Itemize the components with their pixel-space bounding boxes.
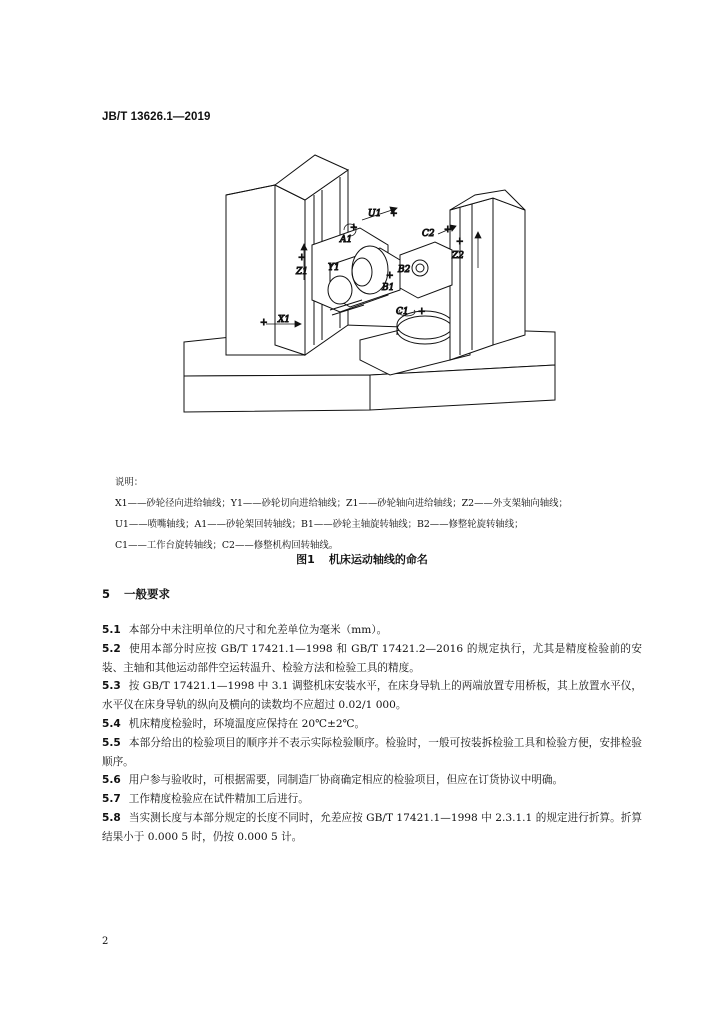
figure-caption xyxy=(0,551,724,567)
clause-text: 本部分中未注明单位的尺寸和允差单位为毫米（mm）。 xyxy=(128,624,388,636)
label-plus-z1: + xyxy=(298,253,306,263)
label-c2: C2 xyxy=(422,229,435,239)
clause-5-4 xyxy=(102,715,642,734)
label-plus-b1: + xyxy=(386,271,394,281)
clause-text: 当实测长度与本部分规定的长度不同时，允差应按 GB/T 17421.1—1998 中 2.3.1.1 的规定进行折算。折算结果小于 0.000 5 时，仍按 0.000 5 计。 xyxy=(102,811,642,843)
label-z2: Z2 xyxy=(452,251,464,261)
legend-title: 说明： xyxy=(115,477,144,488)
clause-text: 使用本部分时应按 GB/T 17421.1—1998 和 GB/T 17421.2—2016 的规定执行，尤其是精度检验前的安装、主轴和其他运动部件空运转温升、检验方法和检验工具的精度。 xyxy=(102,642,642,674)
clause-text: 工作精度检验应在试件精加工后进行。 xyxy=(128,793,309,806)
figure-legend xyxy=(115,472,635,556)
clause-number: 5.5 xyxy=(102,736,121,749)
clause-number: 5.1 xyxy=(102,624,121,636)
figure-number: 图1 xyxy=(296,553,315,566)
clause-text: 用户参与验收时，可根据需要，同制造厂协商确定相应的检验项目，但应在订货协议中明确。 xyxy=(128,774,564,787)
label-b1: B1 xyxy=(382,283,395,293)
label-x1: X1 xyxy=(278,315,291,325)
clause-5-8 xyxy=(102,809,642,847)
machine-axes-figure xyxy=(100,150,600,470)
clause-number: 5.4 xyxy=(102,717,121,730)
clause-list xyxy=(102,621,642,847)
clause-number: 5.8 xyxy=(102,811,121,824)
clause-text: 本部分给出的检验项目的顺序并不表示实际检验顺序。检验时，一般可按装拆检验工具和检验方便，安排检验顺序。 xyxy=(102,736,642,768)
clause-5-5 xyxy=(102,734,642,772)
section-title: 一般要求 xyxy=(124,587,171,601)
label-a1: A1 xyxy=(340,235,353,245)
clause-number: 5.6 xyxy=(102,774,121,787)
label-plus-x1: + xyxy=(260,318,268,328)
label-z1: Z1 xyxy=(296,267,308,277)
section-number: 5 xyxy=(102,587,111,601)
label-b2: B2 xyxy=(398,265,411,275)
label-plus-c2: + xyxy=(444,225,452,235)
label-plus-a1: + xyxy=(350,223,358,233)
clause-5-7 xyxy=(102,790,642,809)
clause-number: 5.7 xyxy=(102,793,121,806)
bed-front xyxy=(184,375,370,412)
figure-title: 机床运动轴线的命名 xyxy=(328,553,428,566)
label-c1: C1 xyxy=(396,307,409,317)
clause-number: 5.3 xyxy=(102,680,121,693)
clause-number: 5.2 xyxy=(102,642,121,655)
clause-5-2 xyxy=(102,640,642,678)
standard-code: JB/T 13626.1—2019 xyxy=(102,111,211,123)
label-plus-z2: + xyxy=(456,237,464,247)
label-u1: U1 xyxy=(368,209,382,219)
label-y1: Y1 xyxy=(328,263,340,273)
legend-line: C1——工作台旋转轴线；C2——修整机构回转轴线。 xyxy=(115,540,339,551)
clause-5-3 xyxy=(102,677,642,715)
clause-text: 机床精度检验时，环境温度应保持在 20℃±2℃。 xyxy=(128,717,366,730)
legend-line: X1——砂轮径向进给轴线；Y1——砂轮切向进给轴线；Z1——砂轮轴向进给轴线；Z2——外支架轴向轴线； xyxy=(115,498,568,509)
clause-text: 按 GB/T 17421.1—1998 中 3.1 调整机床安装水平，在床身导轨上的两端放置专用桥板，其上放置水平仪，水平仪在床身导轨的纵向及横向的读数均不应超过 0.02/1 000。 xyxy=(102,680,642,712)
clause-5-6 xyxy=(102,771,642,790)
section-heading xyxy=(102,586,170,602)
right-column-side xyxy=(493,198,525,345)
label-plus-u1: + xyxy=(390,209,398,219)
legend-line: U1——喷嘴轴线；A1——砂轮架回转轴线；B1——砂轮主轴旋转轴线；B2——修整轮旋转轴线； xyxy=(115,519,524,530)
label-plus-c1: + xyxy=(418,307,426,317)
clause-5-1 xyxy=(102,621,642,640)
page-number: 2 xyxy=(102,936,109,947)
